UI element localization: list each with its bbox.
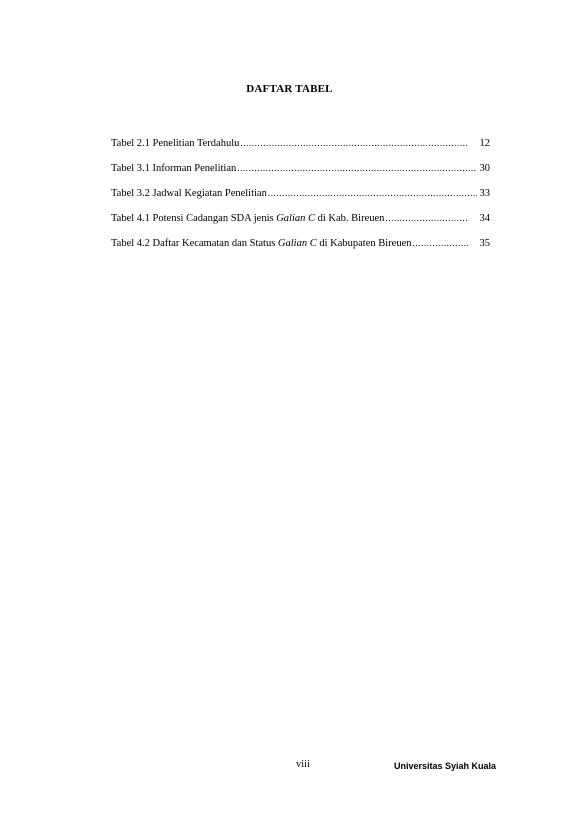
table-list — [111, 138, 490, 263]
footer-page-number: viii — [296, 759, 311, 770]
entry-label: Tabel 4.1 Potensi Cadangan SDA jenis Galian C di Kab. Bireuen — [111, 213, 385, 224]
entry-page-number: 33 — [479, 188, 490, 199]
entry-page-number: 12 — [479, 138, 490, 149]
list-item — [111, 238, 490, 263]
entry-label: Tabel 2.1 Penelitian Terdahulu — [111, 138, 240, 149]
dot-leader — [268, 188, 477, 198]
dot-leader — [385, 213, 468, 223]
list-item — [111, 163, 490, 188]
entry-page-number: 34 — [479, 213, 490, 224]
entry-page-number: 35 — [479, 238, 490, 249]
italic-term: Galian C — [277, 238, 317, 249]
entry-label: Tabel 3.2 Jadwal Kegiatan Penelitian — [111, 188, 267, 199]
entry-label: Tabel 4.2 Daftar Kecamatan dan Status Galian C di Kabupaten Bireuen — [111, 238, 412, 249]
page-title: DAFTAR TABEL — [246, 83, 333, 95]
dot-leader — [237, 163, 476, 173]
list-item — [111, 188, 490, 213]
dot-leader — [412, 238, 468, 248]
list-item — [111, 213, 490, 238]
list-item — [111, 138, 490, 163]
entry-label: Tabel 3.1 Informan Penelitian — [111, 163, 237, 174]
dot-leader — [240, 138, 468, 148]
footer-institution: Universitas Syiah Kuala — [393, 761, 496, 771]
entry-page-number: 30 — [479, 163, 490, 174]
italic-term: Galian C — [276, 213, 316, 224]
